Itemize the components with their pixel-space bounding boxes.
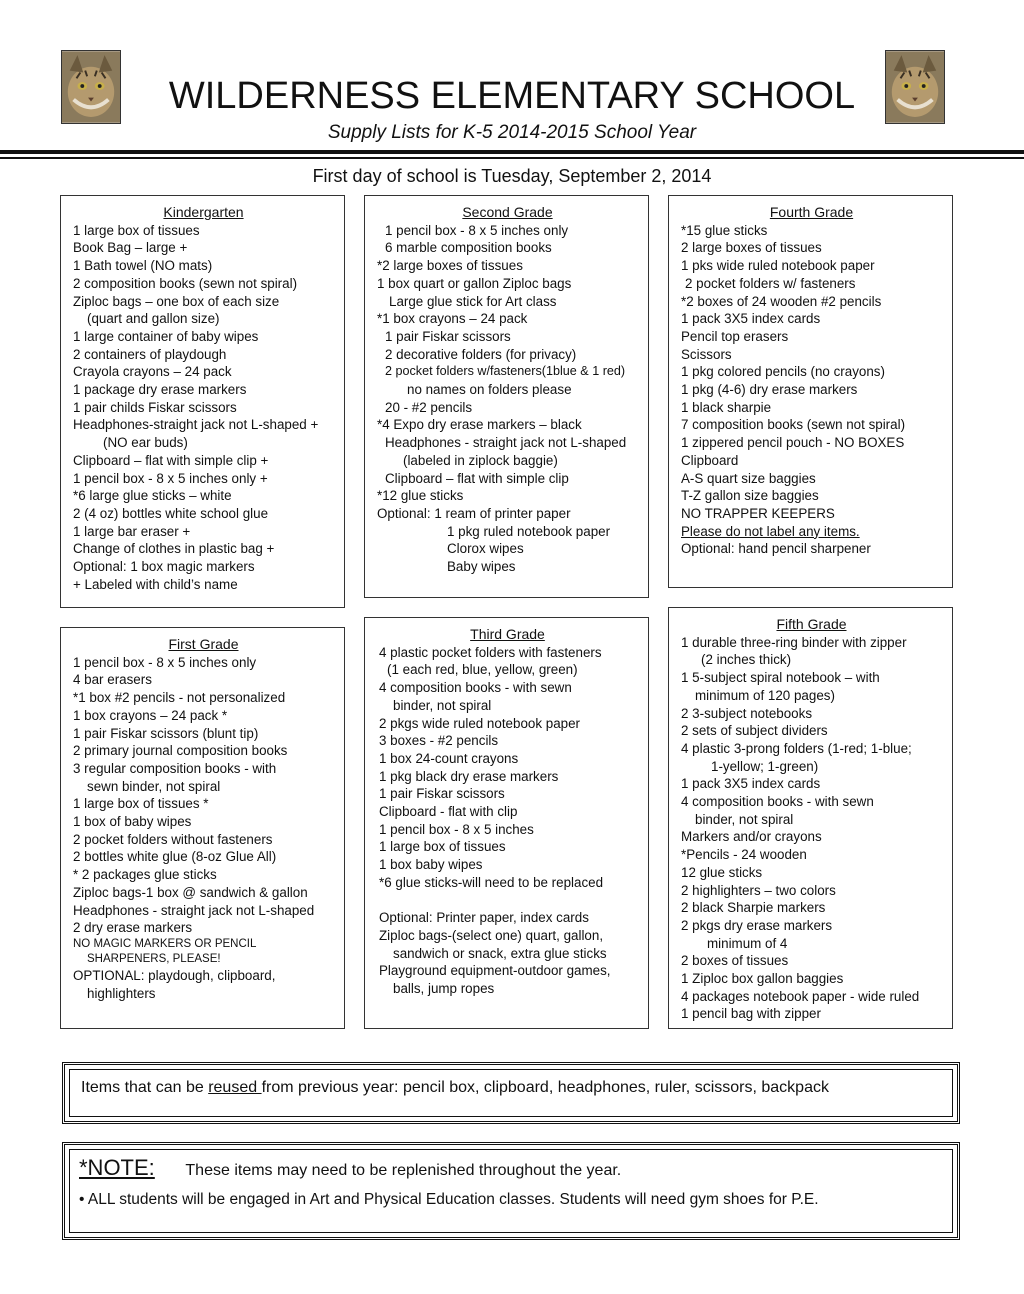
list-item: 1 pack 3X5 index cards bbox=[681, 311, 821, 327]
list-item: Clipboard – flat with simple clip + bbox=[73, 452, 269, 468]
list-item: NO TRAPPER KEEPERS bbox=[681, 505, 835, 521]
kindergarten-list bbox=[60, 195, 345, 608]
list-item: 1 pencil bag with zipper bbox=[681, 1006, 821, 1022]
list-item: 2 decorative folders (for privacy) bbox=[385, 346, 577, 362]
list-item: 2 dry erase markers bbox=[73, 920, 193, 936]
note-box bbox=[62, 1142, 960, 1240]
list-item: 4 plastic pocket folders with fasteners bbox=[379, 644, 602, 660]
page-subtitle: Supply Lists for K-5 2014-2015 School Year bbox=[327, 122, 697, 143]
list-item: Optional: 1 ream of printer paper bbox=[377, 505, 571, 521]
list-item: 1 pair Fiskar scissors bbox=[385, 328, 511, 344]
list-item: 2 3-subject notebooks bbox=[681, 705, 813, 721]
list-item: Clipboard – flat with simple clip bbox=[385, 470, 569, 486]
list-item: 12 glue sticks bbox=[681, 864, 763, 880]
list-item: 1 box baby wipes bbox=[379, 857, 483, 873]
list-item: 2 pocket folders w/fasteners(1blue & 1 red) bbox=[385, 364, 626, 379]
list-item: (NO ear buds) bbox=[103, 435, 188, 451]
note-bullet: • ALL students will be engaged in Art and Physical Education classes. Students will need gym shoes for P.E. bbox=[79, 1191, 819, 1208]
list-item: 2 composition books (sewn not spiral) bbox=[73, 275, 298, 291]
list-item: OPTIONAL: playdough, clipboard, bbox=[73, 967, 276, 983]
list-item: 1 5-subject spiral notebook – with bbox=[681, 670, 880, 686]
list-item: 1 pkg (4-6) dry erase markers bbox=[681, 382, 858, 398]
list-item: *12 glue sticks bbox=[377, 488, 464, 504]
first-grade-heading: First Grade bbox=[168, 636, 239, 652]
list-item: 1 pencil box - 8 x 5 inches bbox=[379, 821, 534, 837]
list-item: *15 glue sticks bbox=[681, 222, 768, 238]
first-grade-list bbox=[60, 627, 345, 1029]
fifth-grade-heading: Fifth Grade bbox=[776, 616, 847, 632]
list-item: 2 sets of subject dividers bbox=[681, 723, 828, 739]
list-item: 1 pencil box - 8 x 5 inches only bbox=[385, 222, 569, 238]
list-item: *1 box #2 pencils - not personalized bbox=[73, 690, 286, 706]
list-spacer bbox=[377, 892, 638, 910]
list-item: 4 packages notebook paper - wide ruled bbox=[681, 988, 920, 1004]
note-line bbox=[79, 1155, 621, 1181]
list-item: 1 box crayons – 24 pack * bbox=[73, 707, 228, 723]
fifth-grade-list bbox=[668, 607, 953, 1029]
list-item: *2 large boxes of tissues bbox=[377, 258, 523, 274]
list-item: minimum of 4 bbox=[707, 935, 788, 951]
kindergarten-heading: Kindergarten bbox=[163, 204, 244, 220]
list-item: 1 pair childs Fiskar scissors bbox=[73, 399, 237, 415]
list-item: * 2 packages glue sticks bbox=[73, 867, 217, 883]
list-item: Optional: hand pencil sharpener bbox=[681, 541, 871, 557]
list-item: minimum of 120 pages) bbox=[695, 687, 835, 703]
list-item: 2 bottles white glue (8-oz Glue All) bbox=[73, 849, 277, 865]
list-item: 1 package dry erase markers bbox=[73, 382, 247, 398]
list-item: 1 pkg black dry erase markers bbox=[379, 768, 559, 784]
list-item: 1 Ziploc box gallon baggies bbox=[681, 971, 844, 987]
list-item: (2 inches thick) bbox=[701, 652, 792, 668]
list-item: 3 regular composition books - with bbox=[73, 760, 277, 776]
list-item: 2 highlighters – two colors bbox=[681, 882, 836, 898]
list-item: Headphones - straight jack not L-shaped bbox=[73, 902, 315, 918]
page-title: WILDERNESS ELEMENTARY SCHOOL bbox=[168, 75, 856, 117]
list-item: Crayola crayons – 24 pack bbox=[73, 364, 232, 380]
list-item: binder, not spiral bbox=[393, 697, 492, 713]
list-item: Markers and/or crayons bbox=[681, 829, 822, 845]
list-item: (1 each red, blue, yellow, green) bbox=[387, 662, 578, 678]
list-item: 2 pocket folders without fasteners bbox=[73, 831, 273, 847]
list-item: Large glue stick for Art class bbox=[389, 293, 557, 309]
list-item: sandwich or snack, extra glue sticks bbox=[393, 945, 607, 961]
list-item: 20 - #2 pencils bbox=[385, 399, 473, 415]
list-item: Optional: 1 box magic markers bbox=[73, 559, 255, 575]
list-item: Ziploc bags-(select one) quart, gallon, bbox=[379, 927, 604, 943]
reuse-notice-box bbox=[62, 1062, 960, 1124]
list-item: sewn binder, not spiral bbox=[87, 778, 221, 794]
note-text: These items may need to be replenished throughout the year. bbox=[185, 1162, 622, 1179]
list-item: 1 large bar eraser + bbox=[73, 523, 191, 539]
reuse-underlined: reused bbox=[208, 1079, 262, 1096]
list-item: NO MAGIC MARKERS OR PENCIL bbox=[73, 937, 257, 950]
second-grade-heading: Second Grade bbox=[462, 204, 553, 220]
reuse-notice-text bbox=[81, 1079, 829, 1097]
list-item: Pencil top erasers bbox=[681, 328, 789, 344]
list-item: *6 glue sticks-will need to be replaced bbox=[379, 874, 604, 890]
list-item: 6 marble composition books bbox=[385, 240, 552, 256]
third-grade-list bbox=[364, 617, 649, 1029]
list-item: 3 boxes - #2 pencils bbox=[379, 733, 499, 749]
list-item: 1 pkg ruled notebook paper bbox=[447, 523, 611, 539]
list-item: Baby wipes bbox=[447, 559, 516, 575]
fourth-grade-list bbox=[668, 195, 953, 588]
list-item: 1 Bath towel (NO mats) bbox=[73, 258, 213, 274]
list-item: 1 pencil box - 8 x 5 inches only + bbox=[73, 470, 268, 486]
list-item: SHARPENERS, PLEASE! bbox=[87, 952, 221, 965]
header-rule-thick bbox=[0, 150, 1024, 154]
list-item: 1 black sharpie bbox=[681, 399, 772, 415]
list-item: 7 composition books (sewn not spiral) bbox=[681, 417, 906, 433]
list-item: *4 Expo dry erase markers – black bbox=[377, 417, 582, 433]
list-item: 2 black Sharpie markers bbox=[681, 900, 826, 916]
list-item: A-S quart size baggies bbox=[681, 470, 816, 486]
list-item: *6 large glue sticks – white bbox=[73, 488, 232, 504]
list-item: T-Z gallon size baggies bbox=[681, 488, 819, 504]
list-item: 2 (4 oz) bottles white school glue bbox=[73, 505, 269, 521]
list-item: 4 composition books - with sewn bbox=[681, 794, 874, 810]
reuse-prefix: Items that can be bbox=[81, 1079, 209, 1096]
list-item: 2 boxes of tissues bbox=[681, 953, 789, 969]
list-item: 1 box 24-count crayons bbox=[379, 750, 519, 766]
list-item: Ziploc bags-1 box @ sandwich & gallon bbox=[73, 884, 308, 900]
list-item: 1 pair Fiskar scissors bbox=[379, 786, 505, 802]
list-item: 1 pks wide ruled notebook paper bbox=[681, 258, 875, 274]
list-item: *Pencils - 24 wooden bbox=[681, 847, 807, 863]
note-heading: *NOTE: bbox=[79, 1155, 155, 1180]
list-item: binder, not spiral bbox=[695, 811, 794, 827]
first-day-notice: First day of school is Tuesday, September 2, 2014 bbox=[312, 166, 712, 186]
list-item: Book Bag – large + bbox=[73, 240, 188, 256]
list-item: + Labeled with child’s name bbox=[73, 576, 238, 592]
list-item: Change of clothes in plastic bag + bbox=[73, 541, 275, 557]
list-item: 1 large box of tissues bbox=[379, 839, 506, 855]
list-item: (labeled in ziplock baggie) bbox=[403, 452, 558, 468]
list-item: Scissors bbox=[681, 346, 732, 362]
list-item: balls, jump ropes bbox=[393, 981, 495, 997]
reuse-rest: from previous year: pencil box, clipboard, headphones, ruler, scissors, backpack bbox=[261, 1079, 829, 1096]
list-item: 2 pkgs wide ruled notebook paper bbox=[379, 715, 580, 731]
list-item: Clorox wipes bbox=[447, 541, 524, 557]
list-item: 4 bar erasers bbox=[73, 672, 152, 688]
list-item: 2 pocket folders w/ fasteners bbox=[685, 275, 856, 291]
list-item: Ziploc bags – one box of each size bbox=[73, 293, 280, 309]
fourth-grade-heading: Fourth Grade bbox=[769, 204, 854, 220]
list-item: Please do not label any items. bbox=[681, 523, 860, 539]
list-item: Clipboard - flat with clip bbox=[379, 804, 518, 820]
list-item: 1 zippered pencil pouch - NO BOXES bbox=[681, 435, 905, 451]
list-item: Headphones - straight jack not L-shaped bbox=[385, 435, 627, 451]
list-item: 1 box quart or gallon Ziploc bags bbox=[377, 275, 572, 291]
list-item: 1 pack 3X5 index cards bbox=[681, 776, 821, 792]
list-item: Optional: Printer paper, index cards bbox=[379, 910, 589, 926]
list-item: *2 boxes of 24 wooden #2 pencils bbox=[681, 293, 882, 309]
list-item: highlighters bbox=[87, 985, 156, 1001]
list-item: 1-yellow; 1-green) bbox=[711, 758, 819, 774]
list-item: 1 pkg colored pencils (no crayons) bbox=[681, 364, 885, 380]
list-item: 1 large box of tissues bbox=[73, 222, 200, 238]
list-item: 2 containers of playdough bbox=[73, 346, 227, 362]
list-item: 1 pencil box - 8 x 5 inches only bbox=[73, 654, 257, 670]
second-grade-list bbox=[364, 195, 649, 598]
list-item: Headphones-straight jack not L-shaped + bbox=[73, 417, 319, 433]
header-rule-thin bbox=[0, 157, 1024, 159]
list-item: 1 durable three-ring binder with zipper bbox=[681, 634, 907, 650]
list-item: 1 large box of tissues * bbox=[73, 796, 209, 812]
list-item: 1 box of baby wipes bbox=[73, 814, 192, 830]
list-item: 1 large container of baby wipes bbox=[73, 328, 259, 344]
list-item: (quart and gallon size) bbox=[87, 311, 220, 327]
list-item: 4 plastic 3-prong folders (1-red; 1-blue; bbox=[681, 740, 912, 756]
list-item: Playground equipment-outdoor games, bbox=[379, 963, 611, 979]
list-item: 2 primary journal composition books bbox=[73, 743, 288, 759]
list-item: Clipboard bbox=[681, 452, 739, 468]
list-item: 2 pkgs dry erase markers bbox=[681, 917, 833, 933]
list-item: 2 large boxes of tissues bbox=[681, 240, 822, 256]
list-item: 1 pair Fiskar scissors (blunt tip) bbox=[73, 725, 259, 741]
list-item: *1 box crayons – 24 pack bbox=[377, 311, 528, 327]
third-grade-heading: Third Grade bbox=[470, 626, 545, 642]
list-item: 4 composition books - with sewn bbox=[379, 680, 572, 696]
list-item: no names on folders please bbox=[407, 382, 572, 398]
